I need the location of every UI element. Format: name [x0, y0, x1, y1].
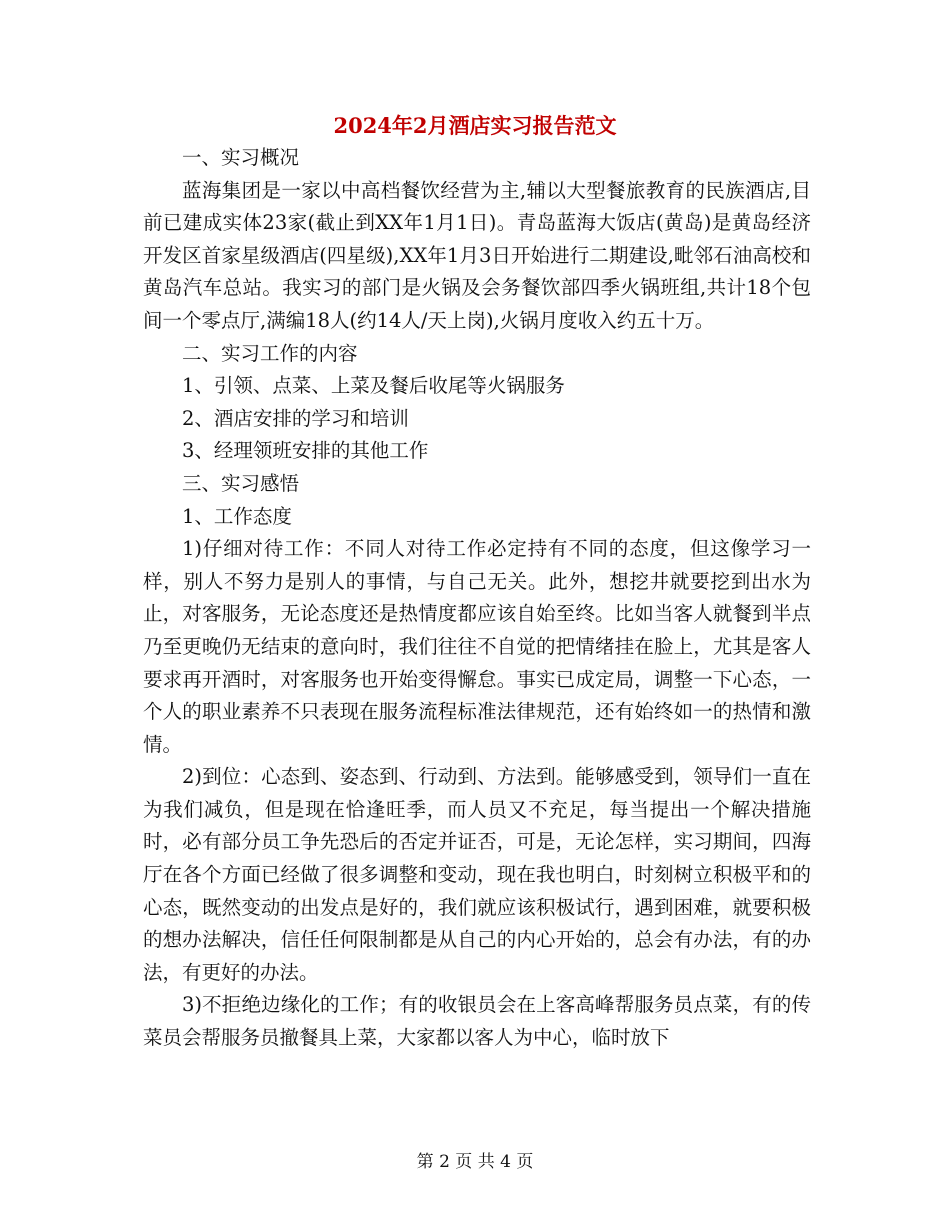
- list-item-work-1: 1、引领、点菜、上菜及餐后收尾等火锅服务: [182, 374, 565, 398]
- paragraph-attitude-1: 1)仔细对待工作：不同人对待工作必定持有不同的态度，但这像学习一样，别人不努力是别人的事情，与自己无关。此外，想挖井就要挖到出水为止，对客服务，无论态度还是热情度都应该自始至终。比如当客人就餐到半点乃至更晚仍无结束的意向时，我们往往不自觉的把情绪挂在脸上，尤其是客人要求再开酒时，对客服务也开始变得懈怠。事实已成定局，调整一下心态，一个人的职业素养不只表现在服务流程标准法律规范，还有始终如一的热情和激情。: [143, 537, 811, 756]
- paragraph-attitude-3: 3)不拒绝边缘化的工作；有的收银员会在上客高峰帮服务员点菜，有的传菜员会帮服务员撤餐具上菜，大家都以客人为中心，临时放下: [143, 993, 811, 1050]
- page-number-footer: 第 2 页 共 4 页: [416, 1152, 534, 1172]
- paragraph-company-intro: 蓝海集团是一家以中高档餐饮经营为主,辅以大型餐旅教育的民族酒店,目前已建成实体23家(截止到XX年1月1日)。青岛蓝海大饭店(黄岛)是黄岛经济开发区首家星级酒店(四星级),XX年1月3日开始进行二期建设,毗邻石油高校和黄岛汽车总站。我实习的部门是火锅及会务餐饮部四季火锅班组,共计18个包间一个零点厅,满编18人(约14人/天上岗),火锅月度收入约五十万。: [143, 178, 811, 332]
- section-heading-reflections: 三、实习感悟: [182, 471, 300, 495]
- document-title: 2024年2月酒店实习报告范文: [333, 113, 617, 138]
- list-item-work-2: 2、酒店安排的学习和培训: [182, 406, 409, 430]
- list-item-work-3: 3、经理领班安排的其他工作: [182, 439, 429, 463]
- section-heading-work-content: 二、实习工作的内容: [182, 341, 358, 365]
- paragraph-attitude-2: 2)到位：心态到、姿态到、行动到、方法到。能够感受到，领导们一直在为我们减负，但是现在恰逢旺季，而人员又不充足，每当提出一个解决措施时，必有部分员工争先恐后的否定并证否，可是，无论怎样，实习期间，四海厅在各个方面已经做了很多调整和变动，现在我也明白，时刻树立积极平和的心态，既然变动的出发点是好的，我们就应该积极试行，遇到困难，就要积极的想办法解决，信任任何限制都是从自己的内心开始的，总会有办法，有的办法，有更好的办法。: [143, 765, 811, 984]
- document-body: [143, 142, 811, 1055]
- subheading-work-attitude: 1、工作态度: [182, 504, 292, 528]
- section-heading-overview: 一、实习概况: [182, 146, 300, 169]
